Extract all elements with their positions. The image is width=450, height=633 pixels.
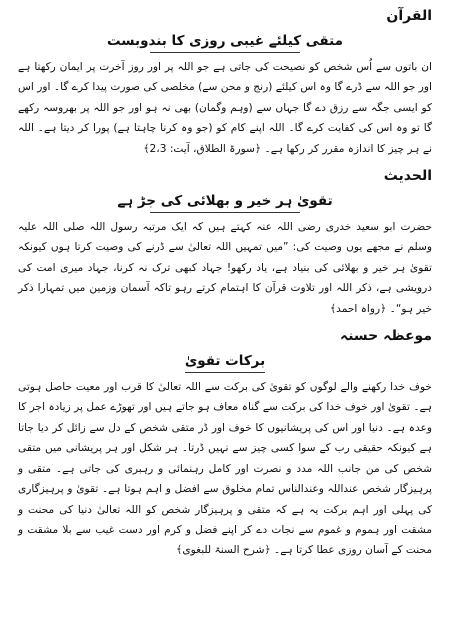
heading-underline (150, 52, 300, 53)
mawiza-section (18, 326, 432, 561)
quran-paragraph: ان باتوں سے اُس شخص کو نصیحت کی جاتی ہے جو اللہ پر اور روز آخرت پر ایمان رکھتا ہے اور جو اللہ سے ڈرے گا وہ اس کیلئے (رنج و محن سے) مخلصی کی صورت پیدا کرے گا۔ اور اس کو ایسی جگہ سے رزق دے گا جہاں سے (وہم وگمان) بھی نہ ہو اور جو اللہ پر بھروسہ رکھے گا تو وہ اس کی کفایت کرے گا۔ اللہ اپنے کام کو (جو وہ کرنا چاہتا ہے) پورا کر دیتا ہے۔ اللہ نے ہر چیز کا اندازہ مقرر کر رکھا ہے۔ ﴿سورۃ الطلاق، آیت: 2،3﴾ (18, 61, 432, 155)
mawiza-heading-text: برکات تقویٰ (184, 353, 266, 370)
mawiza-heading (18, 350, 432, 373)
hadith-section (18, 166, 432, 319)
heading-underline (185, 372, 265, 373)
mawiza-section-title: موعظہ حسنہ (340, 328, 432, 345)
quran-heading (18, 30, 432, 53)
hadith-heading (18, 190, 432, 213)
heading-underline (150, 212, 300, 213)
hadith-heading-text: تقویٰ ہر خیر و بھلائی کی جڑ ہے (117, 193, 333, 210)
quran-section (18, 6, 432, 159)
quran-section-title: القرآن (386, 8, 432, 24)
hadith-section-title: الحدیث (383, 168, 432, 185)
quran-heading-text: متقی کیلئے غیبی روزی کا بندوبست (106, 33, 344, 49)
mawiza-paragraph: خوف خدا رکھنے والے لوگوں کو تقویٰ کی برکت سے اللہ تعالیٰ کا قرب اور معیت حاصل ہوتی ہے۔ تقویٰ اور خوف خدا کی برکت سے گناہ معاف ہو جاتے ہیں اور تھوڑے عمل پر زیادہ اجر کا وعدہ ہے۔ دنیا اور اس کی پریشانیوں کا خوف اور ڈر متقی شخص کے دل سے زائل کر دیا جاتا ہے کیونکہ حقیقی رب کے سوا کسی چیز سے نہیں ڈرتا۔ ہر شکل اور ہر پریشانی میں متقی شخص کی من جانب اللہ مدد و نصرت اور کامل رہنمائی و رہبری کی جاتی ہے۔ متقی و پرہیزگار شخص عنداللہ وعندالناس تمام مخلوق سے افضل و اہم ہوتا ہے۔ تقویٰ و پرہیزگاری کی پہلی اور اہم برکت یہ ہے کہ متقی و پرہیزگار شخص کو اللہ تعالیٰ دنیا کی محنت و مشقت اور ہموم و غموم سے نجات دے کر اپنے فضل و کرم اور دست غیب سے بلا مشقت و محنت کے آسان روزی عطا کرتا ہے۔ ﴿شرح السنۃ للبغوی﴾ (18, 381, 432, 557)
hadith-paragraph: حضرت ابو سعید خدری رضی اللہ عنہ کہتے ہیں کہ ایک مرتبہ رسول اللہ صلی اللہ علیہ وسلم نے مجھے یوں وصیت کی: ”میں تمہیں اللہ تعالیٰ سے ڈرنے کی وصیت کرتا ہوں کیونکہ تقویٰ ہر خیر و بھلائی کی بنیاد ہے، یاد رکھو! جہاد کبھی ترک نہ کرنا، جہاد میری امت کی درویشی ہے، ذکر اللہ اور تلاوت قرآن کا اہتمام کرتے رہو تاکہ آسمان وزمین میں تمہارا ذکر خیر ہو“۔ ﴿رواہ احمد﴾ (18, 221, 432, 315)
